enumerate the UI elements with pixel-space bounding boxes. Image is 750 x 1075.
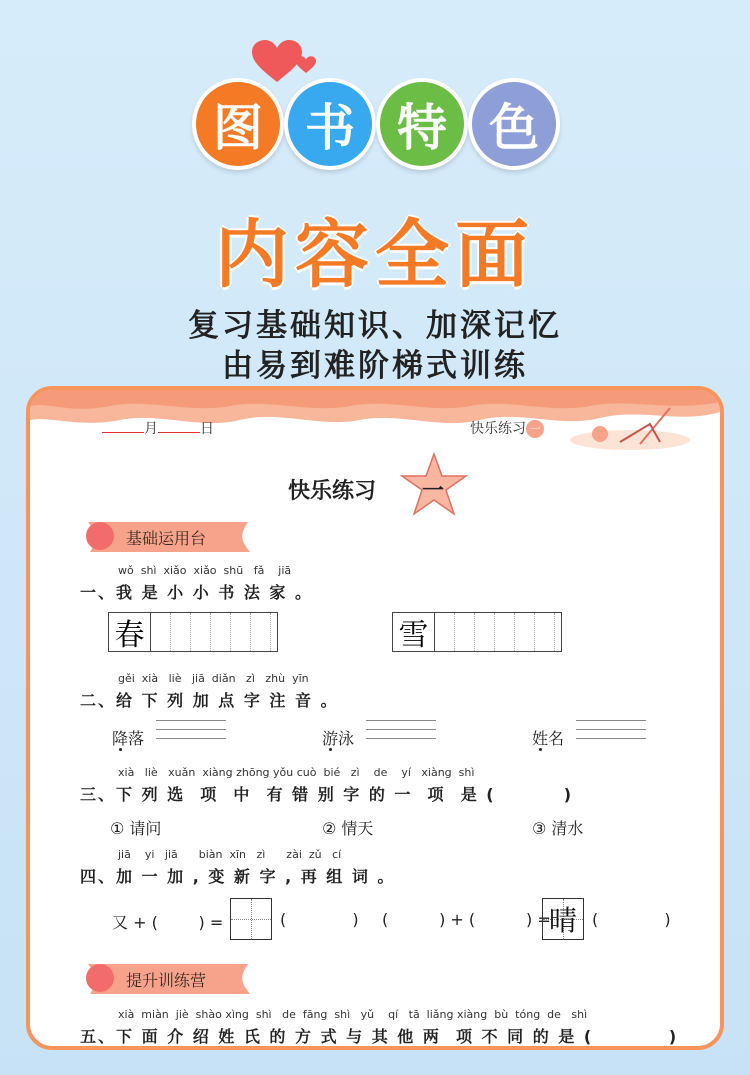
option-3: ③ 清水 <box>532 819 584 838</box>
practice-label: 快乐练习 一 <box>470 418 544 438</box>
q3-pinyin: xià liè xuǎn xiàng zhōng yǒu cuò bié zì de yí xiàng shì <box>118 766 475 779</box>
expr1: 又 + ( ) = <box>112 913 224 932</box>
worksheet-preview <box>26 386 724 1050</box>
q1-pinyin: wǒ shì xiǎo xiǎo shū fǎ jiā <box>118 564 292 577</box>
worksheet-title: 快乐练习 <box>288 479 377 504</box>
expr2-tail: ( ) <box>592 910 671 929</box>
heart-icon <box>252 40 302 84</box>
answer-box-2: 晴 <box>542 898 584 940</box>
q4-pinyin: jiā yi jiā biàn xīn zì zài zǔ cí <box>118 848 342 861</box>
option-1: ① 请问 <box>110 819 162 838</box>
beach-chair-decoration <box>560 404 690 452</box>
expr1-tail: ( ) <box>280 910 359 929</box>
worksheet-title-number: 一 <box>422 479 445 504</box>
badge-4: 色 <box>468 78 560 170</box>
word-3: 姓名 <box>532 729 565 748</box>
q5-pinyin: xià miàn jiè shào xìng shì de fāng shì yǔ qí tā liǎng xiàng bù tóng de shì <box>118 1008 588 1021</box>
expr2: ( ) + ( ) = <box>382 910 551 929</box>
book-features-badges <box>192 70 562 170</box>
badge-1: 图 <box>192 78 284 170</box>
q2-text: 二、给 下 列 加 点 字 注 音 。 <box>80 691 339 710</box>
word-1: 降落 <box>112 729 145 748</box>
q1-text: 一、我 是 小 小 书 法 家 。 <box>80 583 313 602</box>
date-line: 月 日 <box>102 418 214 438</box>
subline-1: 复习基础知识、加深记忆 <box>188 308 562 344</box>
q5-text: 五、下 面 介 绍 姓 氏 的 方 式 与 其 他 两 项 不 同 的 是 ( ) <box>80 1027 679 1046</box>
badge-3: 特 <box>376 78 468 170</box>
small-heart-icon <box>296 56 316 74</box>
writing-grid-1: 春 <box>108 612 278 652</box>
section-label-basics: 基础运用台 <box>126 529 207 548</box>
q2-pinyin: gěi xià liè jiā diǎn zì zhù yīn <box>118 672 309 685</box>
word-2: 游泳 <box>322 729 355 748</box>
option-2: ② 情天 <box>322 819 374 838</box>
answer-box-1 <box>230 898 272 940</box>
headline: 内容全面 <box>215 212 535 298</box>
subline-2: 由易到难阶梯式训练 <box>222 348 528 384</box>
badge-2: 书 <box>284 78 376 170</box>
section-label-advanced: 提升训练营 <box>126 971 207 990</box>
q3-text: 三、下 列 选 项 中 有 错 别 字 的 一 项 是 ( ) <box>80 785 574 804</box>
q4-text: 四、加 一 加 , 变 新 字 , 再 组 词 。 <box>80 867 396 886</box>
writing-grid-2: 雪 <box>392 612 562 652</box>
